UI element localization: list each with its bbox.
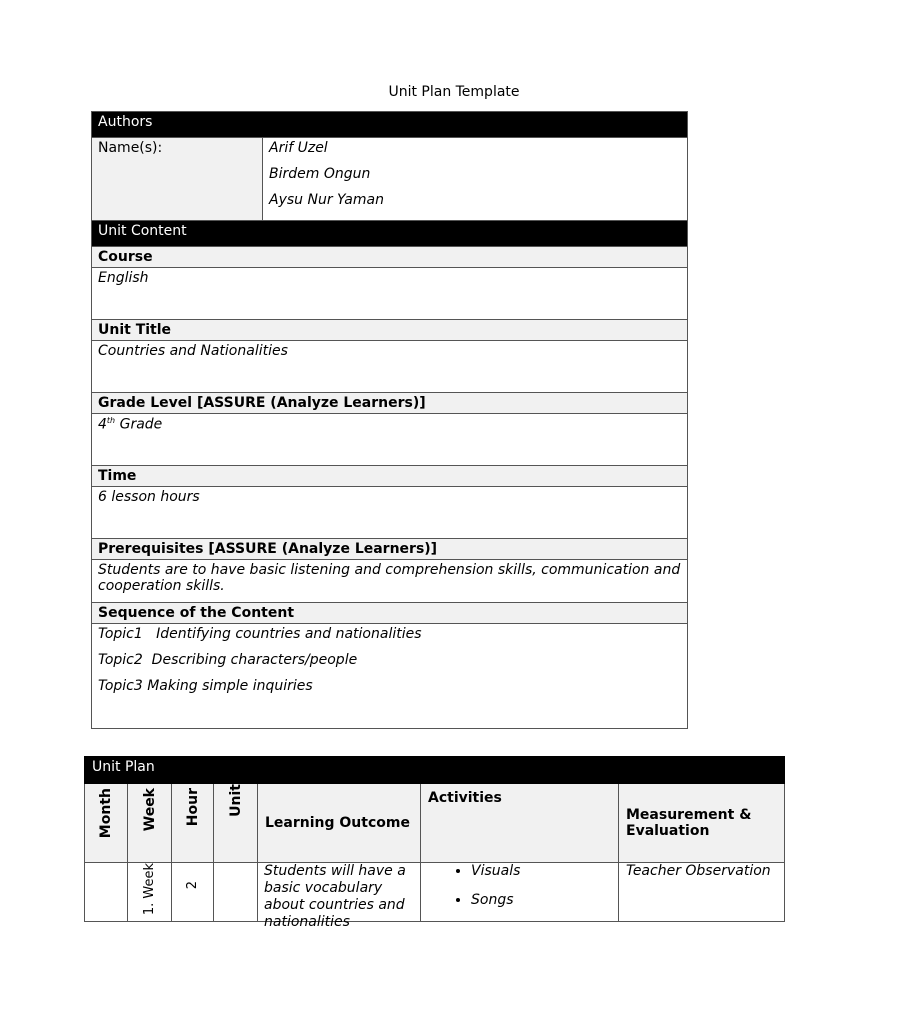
learning-outcome-header: Learning Outcome: [258, 784, 421, 863]
grade-label: Grade Level [ASSURE (Analyze Learners)]: [92, 393, 688, 414]
authors-heading: Authors: [92, 112, 688, 138]
month-cell: [85, 863, 128, 922]
course-value: English: [92, 268, 688, 320]
table-row: [85, 863, 785, 922]
hour-value: 2: [185, 881, 200, 890]
grade-value: [92, 414, 688, 466]
list-item: • Songs: [471, 892, 618, 921]
authors-header-row: [92, 112, 688, 138]
column-header-row: [85, 784, 785, 863]
sequence-label: Sequence of the Content: [92, 603, 688, 624]
hour-cell: [172, 863, 214, 922]
time-value: 6 lesson hours: [92, 487, 688, 539]
unit-title-value: Countries and Nationalities: [92, 341, 688, 393]
author-name: Aysu Nur Yaman: [269, 192, 384, 208]
author-name: Arif Uzel: [269, 140, 328, 156]
time-label: Time: [92, 466, 688, 487]
week-value: 1. Week: [142, 863, 157, 916]
names-list: [263, 138, 688, 221]
unit-plan-heading: Unit Plan: [85, 757, 785, 784]
unit-header: Unit: [227, 784, 244, 817]
prerequisites-value: Students are to have basic listening and comprehension skills, communication and cooperation skills.: [92, 560, 688, 603]
measurement-cell: [619, 863, 785, 922]
unit-cell: [214, 863, 258, 922]
grade-word: Grade: [115, 416, 163, 433]
sequence-list: [92, 624, 688, 729]
grade-number: 4: [98, 416, 107, 433]
topic-item: Topic3 Making simple inquiries: [98, 678, 313, 694]
learning-outcome-cell: [258, 863, 421, 930]
course-label: Course: [92, 247, 688, 268]
unit-plan-schedule-table: [84, 756, 785, 930]
list-item: • Visuals: [471, 863, 618, 892]
document-title: Unit Plan Template: [388, 84, 520, 100]
activities-cell: [421, 863, 619, 922]
grade-suffix: th: [106, 416, 116, 425]
unit-content-heading: Unit Content: [92, 221, 688, 247]
unit-content-header-row: [92, 221, 688, 247]
topic-item: Topic2 Describing characters/people: [98, 652, 358, 668]
week-header: Week: [141, 788, 158, 832]
unit-plan-header-row: [85, 757, 785, 784]
measurement-value: Teacher Observation: [626, 863, 771, 879]
author-name: Birdem Ongun: [269, 166, 371, 182]
hour-header: Hour: [184, 788, 201, 827]
measurement-header: Measurement & Evaluation: [619, 784, 785, 863]
names-row: [92, 138, 688, 221]
learning-outcome-value: Students will have a basic vocabulary about countries and nationalities: [264, 863, 406, 930]
month-header: Month: [98, 788, 114, 839]
unit-title-label: Unit Title: [92, 320, 688, 341]
names-label: Name(s):: [92, 138, 263, 221]
prerequisites-label: Prerequisites [ASSURE (Analyze Learners)]: [92, 539, 688, 560]
unit-plan-table: [91, 111, 688, 729]
topic-item: Topic1 Identifying countries and nationalities: [98, 626, 422, 642]
week-cell: [128, 863, 172, 922]
activities-header: Activities: [421, 784, 619, 863]
